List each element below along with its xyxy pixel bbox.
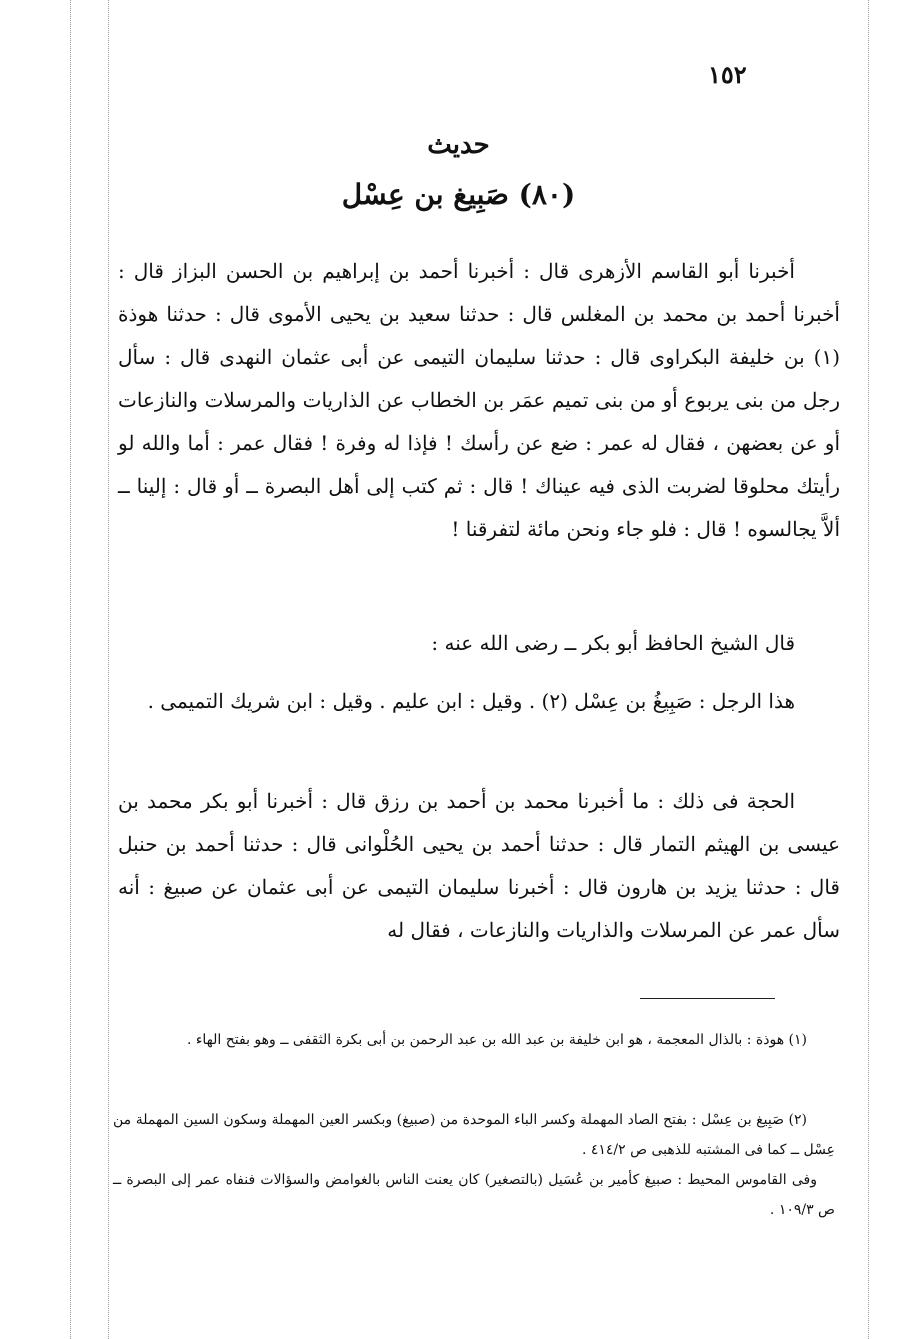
- footnote-divider: [640, 998, 775, 999]
- body-paragraph-2: قال الشيخ الحافظ أبو بكر ــ رضى الله عنه :: [431, 631, 795, 655]
- body-paragraph-1: أخبرنا أبو القاسم الأزهرى قال : أخبرنا أحمد بن إبراهيم بن الحسن البزاز قال : أخبرنا أحمد بن محمد بن المغلس قال : حدثنا سعيد بن يحيى الأموى قال : حدثنا هوذة (١) بن خليفة البكراوى قال : حدثنا سليمان التيمى عن أبى عثمان النهدى قال : سأل رجل من بنى يربوع أو من بنى تميم عمَر بن الخطاب عن الذاريات والمرسلات والنازعات أو عن بعضهن ، فقال له عمر : ضع عن رأسك ! فإذا له وفرة ! فقال عمر : أما والله لو رأيتك محلوقا لضربت الذى فيه عيناك ! قال : ثم كتب إلى أهل البصرة ــ أو قال : إلينا ــ ألاَّ يجالسوه ! قال : فلو جاء ونحن مائة لتفرقنا !: [118, 259, 840, 541]
- page-number: ١٥٢: [708, 60, 747, 89]
- heading-label: حديث: [427, 130, 490, 160]
- body-paragraph-3: هذا الرجل : صَبِيغُ بن عِسْل (٢) . وقيل : ابن عليم . وقيل : ابن شريك التميمى .: [147, 689, 795, 713]
- footnote-3: وفى القاموس المحيط : صبيغ كأمير بن عُسَيل (بالتصغير) كان يعنت الناس بالغوامض والسؤالات فنفاه عمر إلى البصرة ــ ص ١٠٩/٣ .: [113, 1172, 835, 1218]
- footnote-1: (١) هوذة : بالذال المعجمة ، هو ابن خليفة بن عبد الله بن عبد الرحمن بن أبى بكرة الثقفى ــ وهو بفتح الهاء .: [186, 1032, 807, 1048]
- footnote-2: (٢) صَبِيغ بن عِسْل : بفتح الصاد المهملة وكسر الباء الموحدة من (صبيغ) وبكسر العين المهملة وسكون السين المهملة من عِسْل ــ كما فى المشتبه للذهبى ص ٤١٤/٢ .: [113, 1112, 835, 1158]
- body-paragraph-4: الحجة فى ذلك : ما أخبرنا محمد بن أحمد بن رزق قال : أخبرنا أبو بكر محمد بن عيسى بن الهيثم التمار قال : حدثنا أحمد بن يحيى الحُلْوانى قال : حدثنا أحمد بن حنبل قال : حدثنا يزيد بن هارون قال : أخبرنا سليمان التيمى عن أبى عثمان عن صبيغ : أنه سأل عمر عن المرسلات والذاريات والنازعات ، فقال له: [118, 789, 840, 942]
- heading-title: (٨٠) صَبِيغ بن عِسْل: [341, 178, 576, 211]
